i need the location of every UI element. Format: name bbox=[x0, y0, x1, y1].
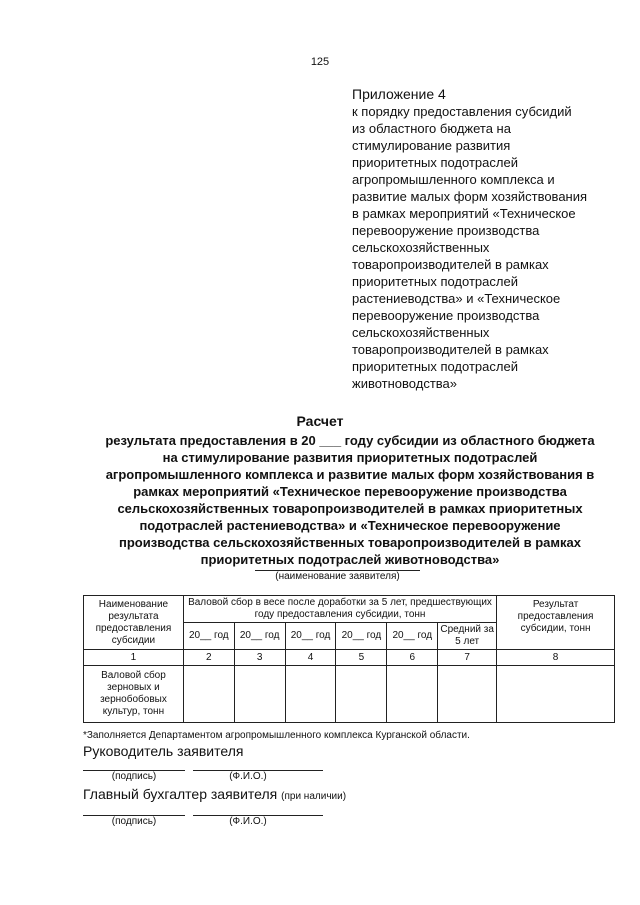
head-signature-caption: (подпись) bbox=[111, 771, 157, 782]
table-row bbox=[84, 666, 615, 723]
header-gross-yield: Валовой сбор в весе после доработки за 5 лет, предшествующих году предоставления субсидии, тонн bbox=[183, 596, 496, 623]
header-year-2: 20__ год bbox=[234, 623, 285, 650]
chief-accountant-note: (при наличии) bbox=[281, 791, 347, 802]
document-subtitle: результата предоставления в 20 ___ году субсидии из областного бюджета на стимулирование развития приоритетных подотраслей агропромышленного комплекса и развитие малых форм хозяйствования в рамках мероприятий «Техническое перевооружение производства сельскохозяйственных товаропроизводителей в рамках приоритетных подотраслей растениеводства» и «Техническое перевооружение производства сельскохозяйственных товаропроизводителей в рамках приоритетных подотраслей животноводства» bbox=[105, 433, 595, 567]
calculation-table bbox=[83, 595, 615, 723]
table-cell bbox=[438, 666, 497, 723]
table-cell bbox=[497, 666, 615, 723]
table-cell bbox=[234, 666, 285, 723]
table-number-row bbox=[84, 650, 615, 666]
column-number: 2 bbox=[183, 650, 234, 666]
header-year-5: 20__ год bbox=[387, 623, 438, 650]
table-cell bbox=[387, 666, 438, 723]
page-number: 125 bbox=[310, 56, 330, 68]
chief-name-caption: (Ф.И.О.) bbox=[229, 816, 267, 827]
header-result-name: Наименование результата предоставления субсидии bbox=[84, 596, 184, 650]
chief-accountant-title: Главный бухгалтер заявителя bbox=[83, 786, 278, 802]
header-year-3: 20__ год bbox=[285, 623, 336, 650]
header-average: Средний за 5 лет bbox=[438, 623, 497, 650]
column-number: 3 bbox=[234, 650, 285, 666]
appendix-block bbox=[352, 86, 612, 392]
table-cell bbox=[183, 666, 234, 723]
column-number: 8 bbox=[497, 650, 615, 666]
column-number: 5 bbox=[336, 650, 387, 666]
applicant-name-caption: (наименование заявителя) bbox=[275, 571, 400, 582]
column-number: 7 bbox=[438, 650, 497, 666]
table-cell bbox=[285, 666, 336, 723]
appendix-text: к порядку предоставления субсидий из областного бюджета на стимулирование развития приоритетных подотраслей агропромышленного комплекса и развитие малых форм хозяйствования в рамках мероприятий «Техническое перевооружение производства сельскохозяйственных товаропроизводителей в рамках приоритетных подотраслей растениеводства» и «Техническое перевооружение производства сельскохозяйственных товаропроизводителей в рамках приоритетных подотраслей животноводства» bbox=[352, 104, 588, 391]
header-year-1: 20__ год bbox=[183, 623, 234, 650]
column-number: 4 bbox=[285, 650, 336, 666]
column-number: 6 bbox=[387, 650, 438, 666]
head-signature-label: Руководитель заявителя bbox=[83, 743, 244, 759]
chief-signature-caption: (подпись) bbox=[111, 816, 157, 827]
table-header-row bbox=[84, 596, 615, 623]
header-year-4: 20__ год bbox=[336, 623, 387, 650]
appendix-title: Приложение 4 bbox=[352, 86, 446, 102]
footnote: *Заполняется Департаментом агропромышленного комплекса Курганской области. bbox=[83, 730, 470, 741]
header-subsidy-result: Результат предоставления субсидии, тонн bbox=[497, 596, 615, 650]
column-number: 1 bbox=[84, 650, 184, 666]
chief-accountant-label bbox=[83, 786, 346, 802]
document-title: Расчет bbox=[296, 413, 344, 429]
row-label-gross-yield: Валовой сбор зерновых и зернобобовых культур, тонн bbox=[84, 666, 184, 723]
table-cell bbox=[336, 666, 387, 723]
head-name-caption: (Ф.И.О.) bbox=[229, 771, 267, 782]
